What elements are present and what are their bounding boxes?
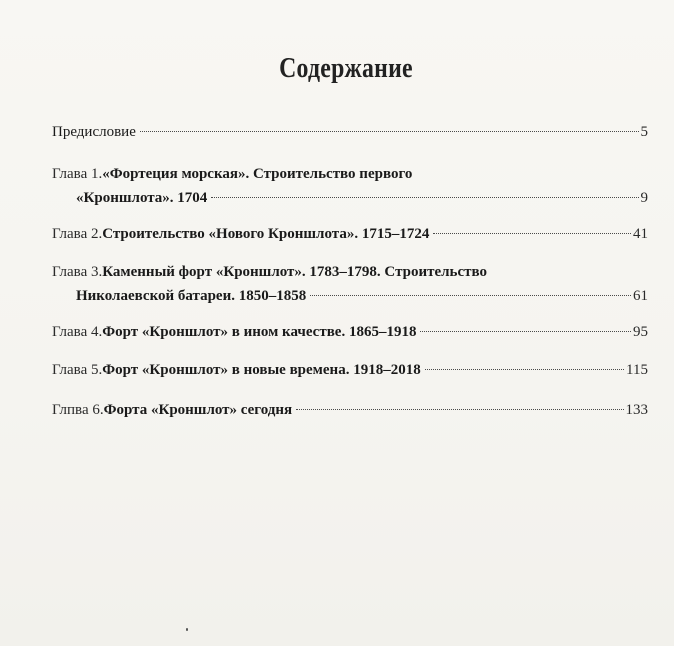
dot-leader bbox=[211, 197, 638, 198]
entry-title: «Фортеция морская». Строительство первого bbox=[102, 166, 413, 182]
toc-line bbox=[52, 358, 648, 382]
toc-line bbox=[52, 222, 648, 246]
toc-entry-chapter-1[interactable] bbox=[52, 162, 648, 210]
entry-title-continued: «Кроншлота». 1704 bbox=[76, 190, 208, 206]
chapter-prefix: Глава 2. bbox=[52, 226, 103, 242]
toc-line bbox=[52, 120, 648, 144]
entry-title: Строительство «Нового Кроншлота». 1715–1724 bbox=[102, 226, 430, 242]
toc-line bbox=[52, 260, 648, 284]
entry-title: Форта «Кроншлот» сегодня bbox=[103, 402, 293, 418]
toc-line bbox=[52, 320, 648, 344]
page-number: 133 bbox=[625, 402, 648, 418]
chapter-prefix: Глава 4. bbox=[52, 324, 103, 340]
dot-leader bbox=[140, 131, 639, 132]
dot-leader bbox=[296, 409, 623, 410]
chapter-prefix: Глава 3. bbox=[52, 264, 103, 280]
toc-line bbox=[52, 162, 648, 186]
entry-title: Каменный форт «Кроншлот». 1783–1798. Строительство bbox=[102, 264, 487, 280]
toc-line bbox=[52, 398, 648, 422]
page-number: 61 bbox=[633, 288, 648, 304]
toc-entry-chapter-4[interactable] bbox=[52, 320, 648, 344]
dot-leader bbox=[433, 233, 631, 234]
toc-entry-preface[interactable] bbox=[52, 120, 648, 144]
dot-leader bbox=[310, 295, 631, 296]
toc-entry-chapter-2[interactable] bbox=[52, 222, 648, 246]
entry-title: Форт «Кроншлот» в новые времена. 1918–2018 bbox=[102, 362, 421, 378]
entry-title-continued: Николаевской батареи. 1850–1858 bbox=[76, 288, 307, 304]
entry-title: Предисловие bbox=[52, 124, 136, 140]
toc-entry-chapter-6[interactable] bbox=[52, 398, 648, 422]
page-number: 9 bbox=[640, 190, 648, 206]
dot-leader bbox=[425, 369, 624, 370]
chapter-prefix: Глпва 6. bbox=[52, 402, 104, 418]
page-number: 41 bbox=[633, 226, 648, 242]
page-number: 95 bbox=[633, 324, 648, 340]
dot-leader bbox=[420, 331, 631, 332]
toc-entry-chapter-3[interactable] bbox=[52, 260, 648, 308]
toc-line bbox=[52, 284, 648, 308]
chapter-prefix: Глава 5. bbox=[52, 362, 103, 378]
toc-line bbox=[52, 186, 648, 210]
page-number: 115 bbox=[626, 362, 648, 378]
toc-entry-chapter-5[interactable] bbox=[52, 358, 648, 382]
page-number: 5 bbox=[640, 124, 648, 140]
chapter-prefix: Глава 1. bbox=[52, 166, 103, 182]
page-title: Содержание bbox=[279, 52, 413, 84]
entry-title: Форт «Кроншлот» в ином качестве. 1865–1918 bbox=[102, 324, 417, 340]
paper-speck bbox=[186, 628, 188, 631]
